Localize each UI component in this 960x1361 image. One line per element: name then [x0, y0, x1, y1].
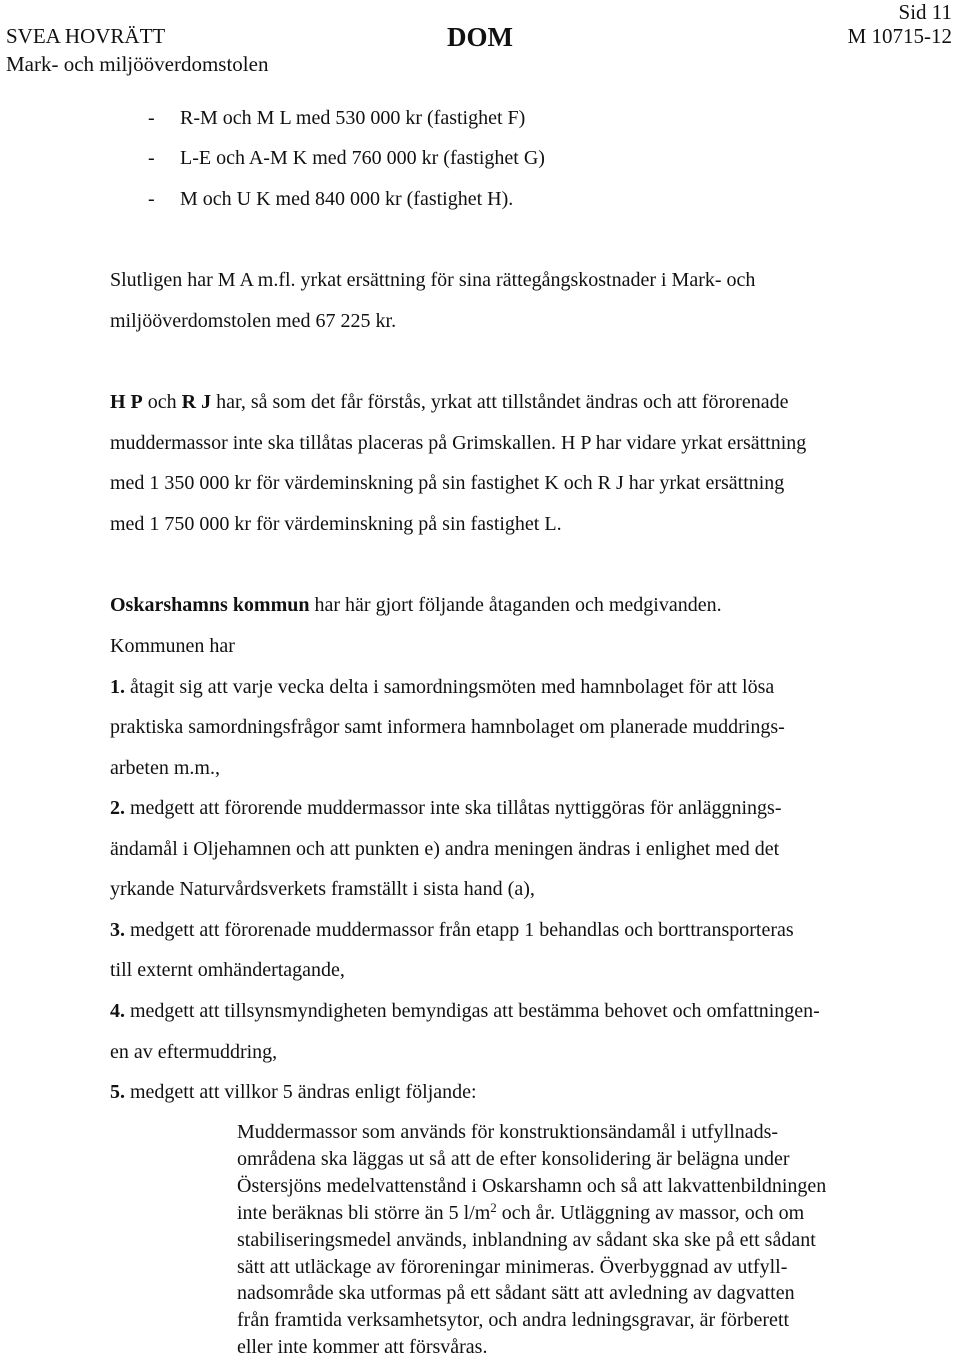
- hp-rj-paragraph-line: med 1 750 000 kr för värdeminskning på sin fastighet L.: [110, 513, 562, 535]
- text-run: och år. Utläggning av massor, och om: [496, 1201, 805, 1224]
- text-run: inte beräknas bli större än 5 l/m: [237, 1201, 491, 1224]
- dash-item: L-E och A-M K med 760 000 kr (fastighet G): [180, 147, 545, 169]
- dash-item: R-M och M L med 530 000 kr (fastighet F): [180, 107, 526, 129]
- numbered-item-line: [110, 675, 774, 699]
- costs-paragraph-line: miljööverdomstolen med 67 225 kr.: [110, 310, 397, 332]
- text-run: åtagit sig att varje vecka delta i samordningsmöten med hamnbolaget för att lösa: [125, 676, 775, 698]
- case-number: M 10715-12: [847, 24, 952, 48]
- hp-rj-paragraph-line: med 1 350 000 kr för värdeminskning på sin fastighet K och R J har yrkat ersättning: [110, 472, 785, 494]
- quote-line: nadsområde ska utformas på ett sådant sätt att avledning av dagvatten: [237, 1282, 795, 1305]
- dash-item: M och U K med 840 000 kr (fastighet H).: [180, 188, 514, 210]
- party-rj: R J: [181, 391, 212, 413]
- costs-paragraph-line: Slutligen har M A m.fl. yrkat ersättning för sina rättegångskostnader i Mark- och: [110, 269, 756, 291]
- quote-line: sätt att utläckage av föroreningar minimeras. Överbyggnad av utfyll-: [237, 1255, 788, 1278]
- item-number: 1.: [110, 676, 125, 698]
- court-name: SVEA HOVRÄTT: [6, 24, 166, 48]
- text-run: och: [142, 391, 182, 413]
- page-number: Sid 11: [898, 0, 952, 24]
- dash-bullet: -: [148, 147, 155, 169]
- quote-line: Muddermassor som används för konstruktionsändamål i utfyllnads-: [237, 1121, 779, 1143]
- text-run: medgett att förorende muddermassor inte ska tillåtas nyttiggöras för anläggnings-: [125, 797, 782, 819]
- party-hp: H P: [110, 391, 143, 413]
- dash-bullet: -: [148, 188, 155, 210]
- kommun-paragraph-line: [110, 593, 722, 617]
- kommun-paragraph-line: Kommunen har: [110, 635, 235, 657]
- superscript: 2: [490, 1199, 497, 1215]
- numbered-item-line: arbeten m.m.,: [110, 757, 220, 779]
- text-run: medgett att villkor 5 ändras enligt följande:: [125, 1081, 477, 1103]
- party-kommun: Oskarshamns kommun: [110, 594, 310, 616]
- quote-line: från framtida verksamhetsytor, och andra ledningsgravar, är förberett: [237, 1309, 790, 1332]
- numbered-item-line: yrkande Naturvårdsverkets framställt i sista hand (a),: [110, 878, 535, 900]
- text-run: medgett att förorenade muddermassor från etapp 1 behandlas och borttransporteras: [125, 919, 794, 941]
- item-number: 5.: [110, 1081, 125, 1103]
- document-type: DOM: [447, 22, 513, 52]
- text-run: medgett att tillsynsmyndigheten bemyndigas att bestämma behovet och omfattningen-: [125, 1000, 820, 1022]
- numbered-item-line: [110, 999, 820, 1023]
- quote-line: stabiliseringsmedel används, inblandning av sådant ska ske på ett sådant: [237, 1228, 816, 1251]
- quote-line: [237, 1200, 826, 1227]
- numbered-item-line: till externt omhändertagande,: [110, 959, 345, 981]
- quote-line: områdena ska läggas ut så att de efter konsolidering är belägna under: [237, 1147, 790, 1170]
- item-number: 2.: [110, 797, 125, 819]
- numbered-item-line: en av eftermuddring,: [110, 1041, 278, 1063]
- subcourt-name: Mark- och miljööverdomstolen: [6, 52, 269, 76]
- quote-line: Östersjöns medelvattenstånd i Oskarshamn och så att lakvattenbildningen: [237, 1174, 827, 1197]
- numbered-item-line: [110, 1080, 477, 1104]
- hp-rj-paragraph-line: muddermassor inte ska tillåtas placeras på Grimskallen. H P har vidare yrkat ersättning: [110, 432, 807, 454]
- numbered-item-line: [110, 796, 782, 820]
- text-run: har, så som det får förstås, yrkat att tillståndet ändras och att förorenade: [211, 391, 789, 413]
- numbered-item-line: ändamål i Oljehamnen och att punkten e) andra meningen ändras i enlighet med det: [110, 838, 780, 860]
- quoted-condition: [237, 1119, 826, 1361]
- numbered-item-line: praktiska samordningsfrågor samt informera hamnbolaget om planerade muddrings-: [110, 716, 785, 738]
- quote-line: eller inte kommer att försvåras.: [237, 1336, 488, 1359]
- item-number: 3.: [110, 919, 125, 941]
- dash-bullet: -: [148, 107, 155, 129]
- numbered-item-line: [110, 918, 794, 942]
- item-number: 4.: [110, 1000, 125, 1022]
- text-run: har här gjort följande åtaganden och medgivanden.: [309, 594, 722, 616]
- hp-rj-paragraph-line: [110, 390, 788, 414]
